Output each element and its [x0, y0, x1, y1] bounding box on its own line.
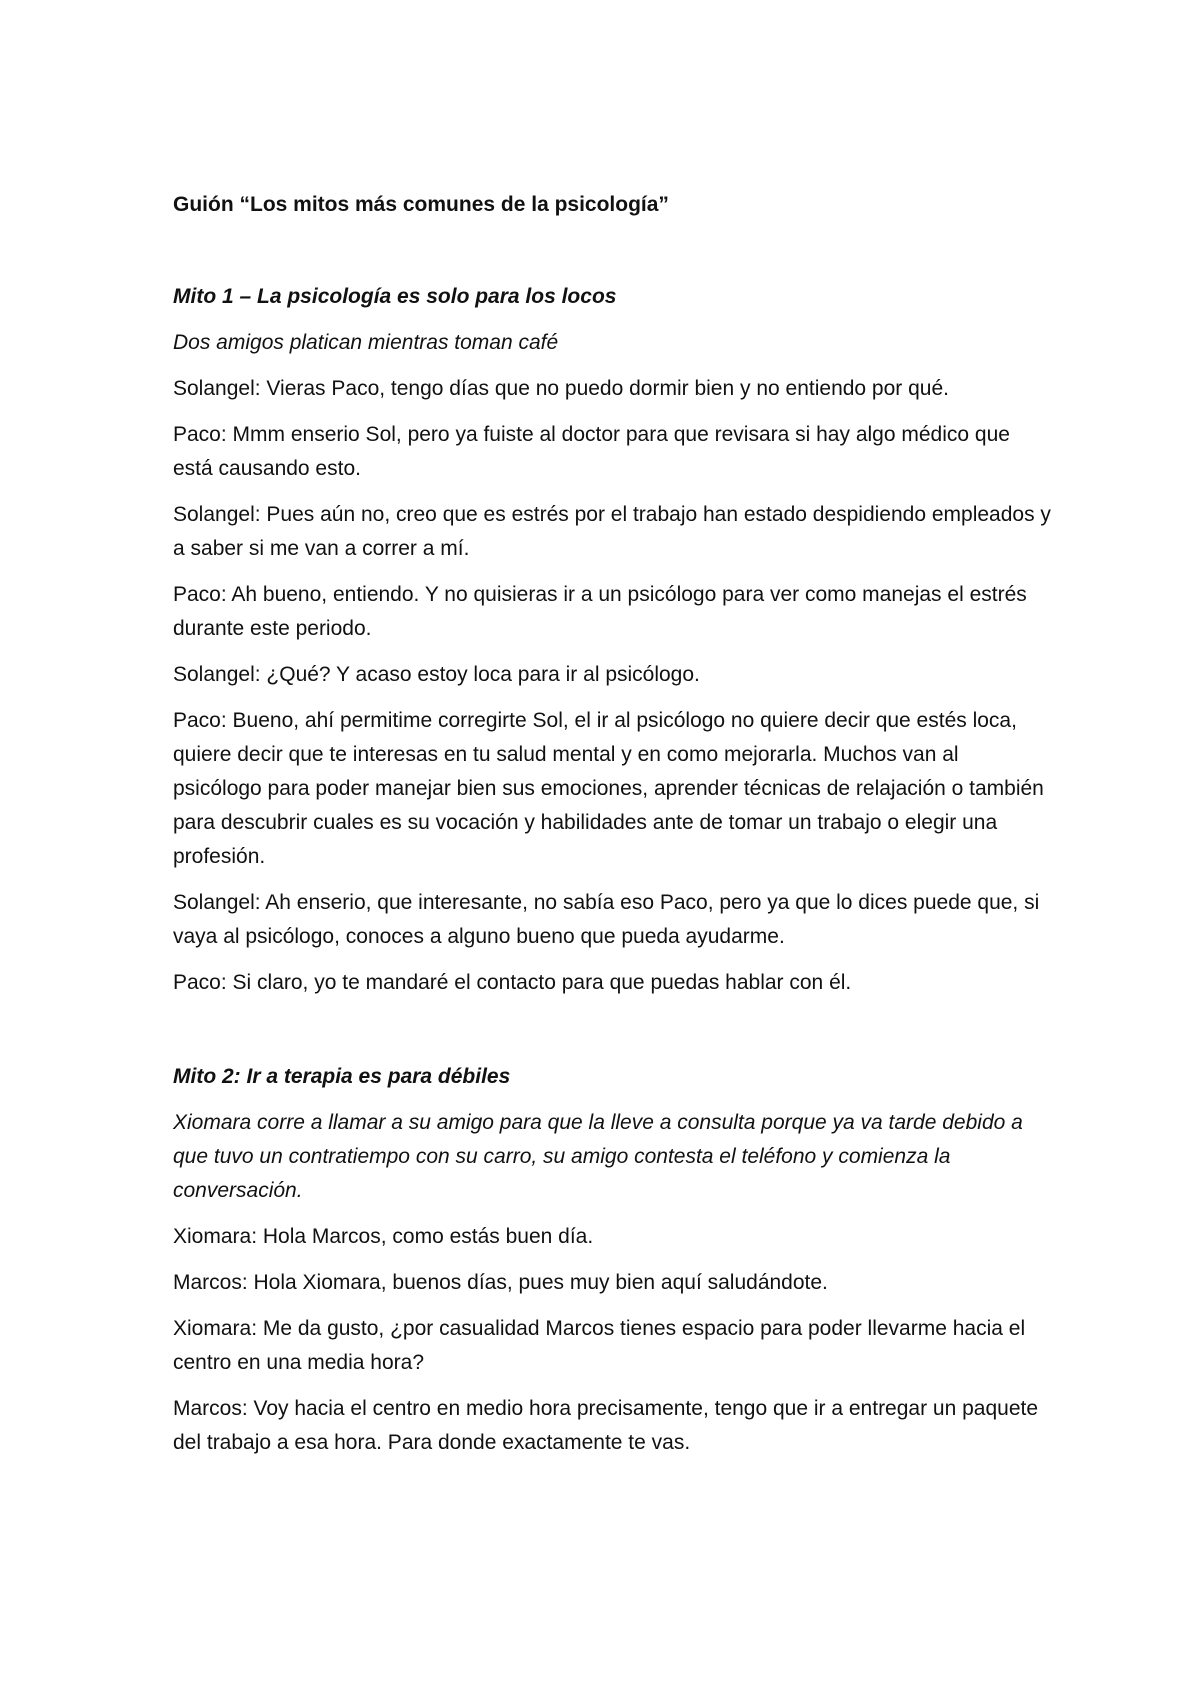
section-spacer [173, 1012, 1053, 1060]
section-heading: Mito 1 – La psicología es solo para los locos [173, 285, 617, 308]
section-mito-2 [173, 1060, 1053, 1460]
dialogue-line: Paco: Mmm enserio Sol, pero ya fuiste al doctor para que revisara si hay algo médico que está causando esto. [173, 423, 1010, 480]
dialogue-line: Solangel: Vieras Paco, tengo días que no puedo dormir bien y no entiendo por qué. [173, 377, 949, 400]
stage-direction: Xiomara corre a llamar a su amigo para que la lleve a consulta porque ya va tarde debido a que tuvo un contratiempo con su carro, su amigo contesta el teléfono y comienza la conversación. [173, 1111, 1023, 1202]
stage-direction: Dos amigos platican mientras toman café [173, 331, 559, 354]
dialogue-line: Marcos: Hola Xiomara, buenos días, pues muy bien aquí saludándote. [173, 1271, 828, 1294]
dialogue-line: Paco: Si claro, yo te mandaré el contacto para que puedas hablar con él. [173, 971, 852, 994]
dialogue-line: Solangel: ¿Qué? Y acaso estoy loca para ir al psicólogo. [173, 663, 700, 686]
dialogue-line: Solangel: Pues aún no, creo que es estrés por el trabajo han estado despidiendo empleados y a saber si me van a correr a mí. [173, 503, 1051, 560]
dialogue-line: Paco: Ah bueno, entiendo. Y no quisieras ir a un psicólogo para ver como manejas el estrés durante este periodo. [173, 583, 1027, 640]
dialogue-line: Marcos: Voy hacia el centro en medio hora precisamente, tengo que ir a entregar un paquete del trabajo a esa hora. Para donde exactamente te vas. [173, 1397, 1039, 1454]
dialogue-line: Paco: Bueno, ahí permitime corregirte Sol, el ir al psicólogo no quiere decir que estés loca, quiere decir que te interesas en tu salud mental y en como mejorarla. Muchos van al psicólogo para poder manejar bien sus emociones, aprender técnicas de relajación o también para descubrir cuales es su vocación y habilidades ante de tomar un trabajo o elegir una profesión. [173, 709, 1044, 868]
section-mito-1 [173, 280, 1053, 1000]
section-heading: Mito 2: Ir a terapia es para débiles [173, 1065, 511, 1088]
dialogue-line: Xiomara: Hola Marcos, como estás buen día. [173, 1225, 594, 1248]
document-page [173, 188, 1053, 1472]
dialogue-line: Xiomara: Me da gusto, ¿por casualidad Marcos tienes espacio para poder llevarme hacia el centro en una media hora? [173, 1317, 1026, 1374]
dialogue-line: Solangel: Ah enserio, que interesante, no sabía eso Paco, pero ya que lo dices puede que, si vaya al psicólogo, conoces a alguno bueno que pueda ayudarme. [173, 891, 1040, 948]
document-title: Guión “Los mitos más comunes de la psicología” [173, 193, 669, 216]
